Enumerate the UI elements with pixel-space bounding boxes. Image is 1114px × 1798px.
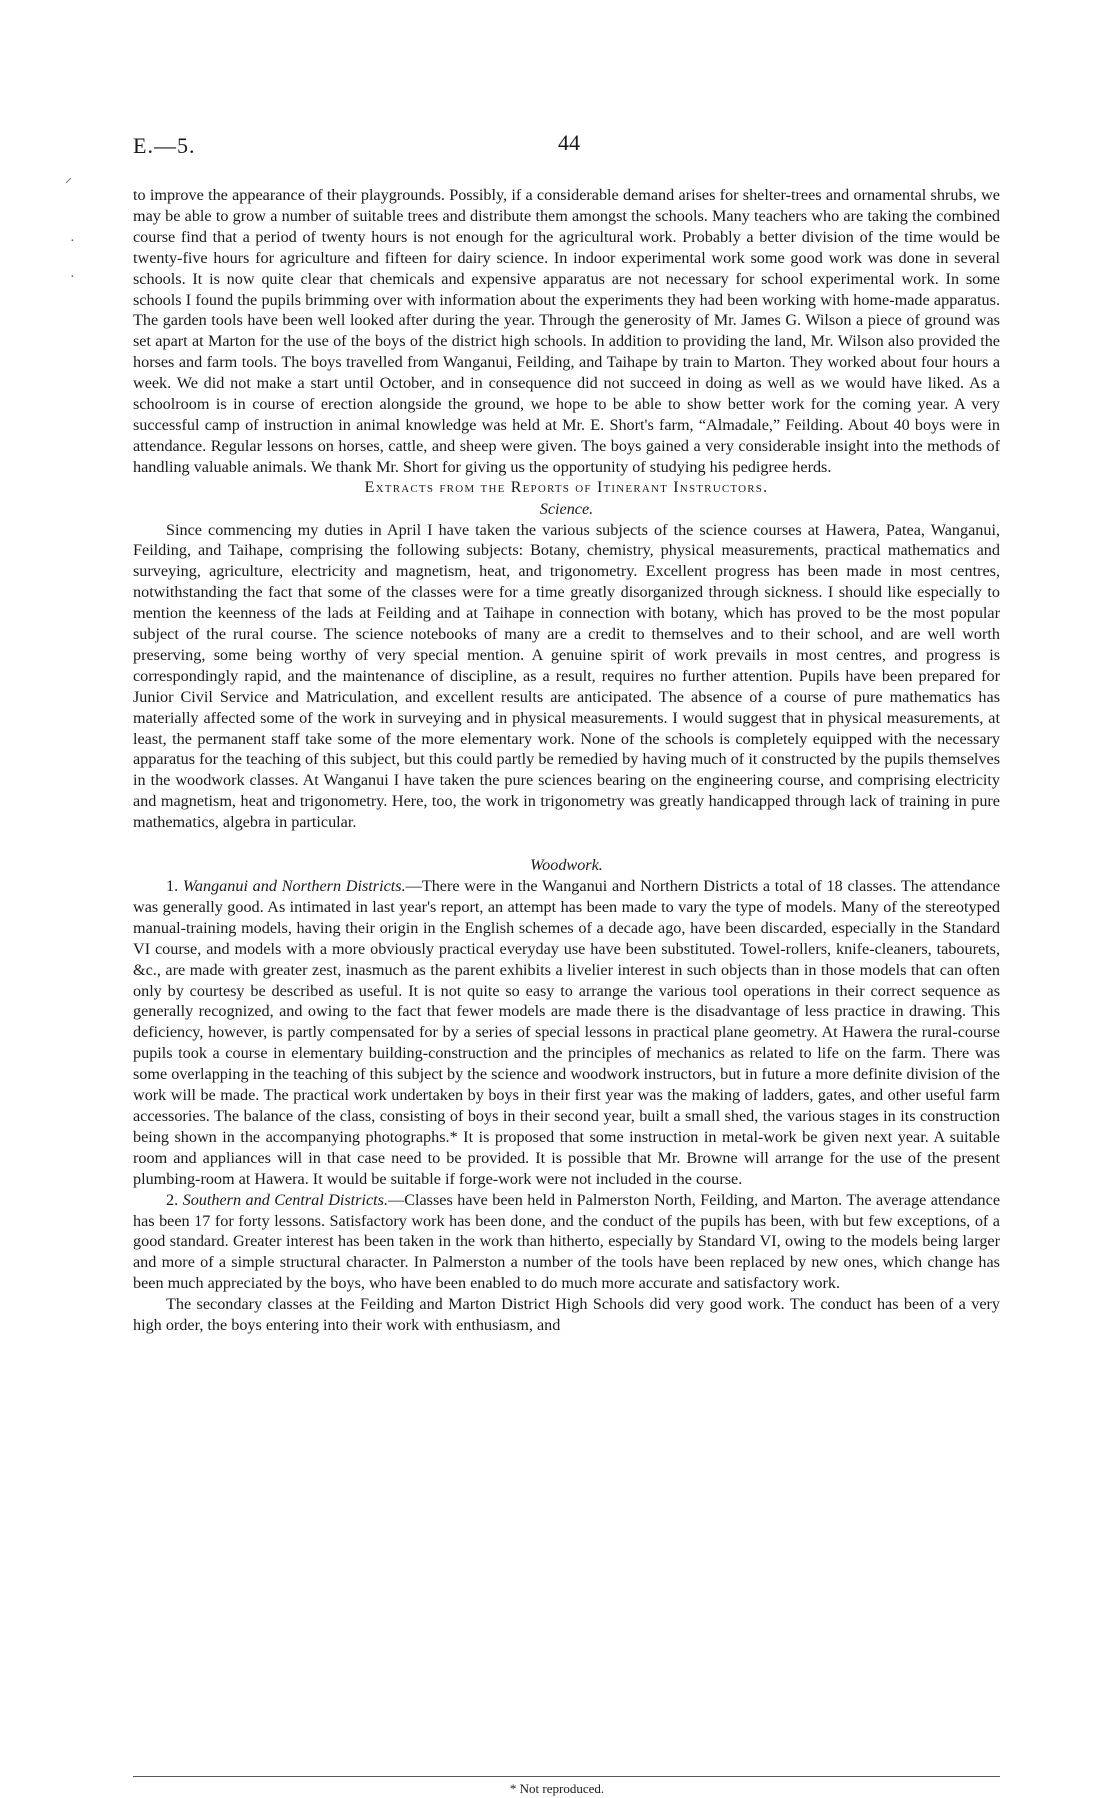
margin-mark: · <box>70 234 75 249</box>
margin-mark: ⸝ <box>65 171 72 186</box>
footnote-rule <box>133 1776 1000 1777</box>
intro-paragraph: to improve the appearance of their playgrounds. Possibly, if a considerable demand arises for shelter-trees and ornamental shrubs, we may be able to grow a number of suitable trees and distribute them amongst the schools. Many teachers who are taking the combined course find that a period of twenty hours is not enough for the agricultural work. Probably a better division of the time would be twenty-five hours for agriculture and fifteen for dairy science. In indoor experimental work some good work was done in several schools. It is now quite clear that chemicals and expensive apparatus are not necessary for school experimental work. In some schools I found the pupils brimming over with information about the experiments they had been working with home-made apparatus. The garden tools have been well looked after during the year. Through the generosity of Mr. James G. Wilson a piece of ground was set apart at Marton for the use of the boys of the district high schools. In addition to providing the land, Mr. Wilson also provided the horses and farm tools. The boys travelled from Wanganui, Feilding, and Taihape by train to Marton. They worked about four hours a week. We did not make a start until October, and in consequence did not succeed in doing as well as we would have liked. As a schoolroom is in course of erection alongside the ground, we hope to be able to show better work for the coming year. A very successful camp of instruction in animal knowledge was held at Mr. E. Short's farm, “Almadale,” Feilding. About 40 boys were in attendance. Regular lessons on horses, cattle, and sheep were given. The boys gained a very considerable insight into the methods of handling valuable animals. We thank Mr. Short for giving us the opportunity of studying his pedigree herds. <box>133 186 1000 476</box>
woodwork-heading: Woodwork. <box>530 856 603 875</box>
closing-paragraph: The secondary classes at the Feilding and Marton District High Schools did very good work. The conduct has been of a very high order, the boys entering into their work with enthusiasm, and <box>133 1295 1000 1335</box>
woodwork-section-2 <box>133 1190 1000 1295</box>
margin-mark: · <box>70 270 75 285</box>
section-1-text: —There were in the Wanganui and Northern Districts a total of 18 classes. The attendance was generally good. As intimated in last year's report, an attempt has been made to vary the type of models. Many of the stereotyped manual-training models, having their origin in the English schemes of a decade ago, have been discarded, especially in the Standard VI course, and models with a more obviously practical everyday use have been substituted. Towel-rollers, knife-cleaners, tabourets, &c., are made with greater zest, inasmuch as the parent exhibits a livelier interest in such objects than in those models that can often only by courtesy be described as useful. It is not quite so easy to arrange the various tool operations in their correct sequence as generally recognized, and owing to the fact that fewer models are made there is the disadvantage of less practice in drawing. This deficiency, however, is partly compensated for by a series of special lessons in practical plane geometry. At Hawera the rural-course pupils took a course in elementary building-construction and the principles of mechanics as related to life on the farm. There was some overlapping in the teaching of this subject by the science and woodwork instructors, but in future a more definite division of the work will be made. The practical work undertaken by boys in their first year was the making of ladders, gates, and other useful farm accessories. The balance of the class, consisting of boys in their second year, built a small shed, the various stages in its construction being shown in the accompanying photographs.* It is proposed that some instruction in metal-work be given next year. A suitable room and appliances will in that case need to be provided. It is possible that Mr. Browne will arrange for the use of the present plumbing-room at Hawera. It would be suitable if forge-work were not included in the course. <box>133 877 1001 1188</box>
series-label: E.—5. <box>133 133 196 158</box>
extracts-heading: Extracts from the Reports of Itinerant Instructors. <box>364 478 769 496</box>
science-paragraph: Since commencing my duties in April I have taken the various subjects of the science courses at Hawera, Patea, Wanganui, Feilding, and Taihape, comprising the following subjects: Botany, chemistry, physical measurements, practical mathematics and surveying, agriculture, electricity and magnetism, heat, and trigonometry. Excellent progress has been made in most centres, notwithstanding the fact that some of the classes were for a time greatly disorganized through sickness. I should like especially to mention the keenness of the lads at Feilding and at Taihape in connection with botany, which has proved to be the most popular subject of the rural course. The science notebooks of many are a credit to themselves and to their school, and are well worth preserving, some being worthy of very special mention. A genuine spirit of work prevails in most centres, and progress is correspondingly rapid, and the maintenance of discipline, as a result, requires no further attention. Pupils have been prepared for Junior Civil Service and Matriculation, and excellent results are anticipated. The absence of a course of pure mathematics has materially affected some of the work in surveying and in physical measurements. I would suggest that in physical measurements, at least, the permanent staff take some of the more elementary work. None of the schools is completely equipped with the necessary apparatus for the teaching of this subject, but this could partly be remedied by having much of it constructed by the pupils themselves in the woodwork classes. At Wanganui I have taken the pure sciences bearing on the engineering course, and comprising electricity and magnetism, heat and trigonometry. Here, too, the work in trigonometry was greatly handicapped through lack of training in pure mathematics, algebra in particular. <box>133 520 1000 832</box>
woodwork-section-1 <box>133 876 1000 1190</box>
science-heading: Science. <box>539 499 594 518</box>
footnote: * Not reproduced. <box>509 1781 605 1796</box>
section-2-title: Southern and Central Districts. <box>182 1190 389 1209</box>
page-number: 44 <box>558 130 580 155</box>
section-1-title: Wanganui and Northern Districts. <box>182 877 406 895</box>
body-text <box>133 185 1000 1336</box>
section-2-number: 2. <box>166 1190 179 1209</box>
section-2-text: —Classes have been held in Palmerston North, Feilding, and Marton. The average attendance has been 17 for forty lessons. Satisfactory work has been done, and the conduct of the pupils has been, with but few exceptions, of a good standard. Greater interest has been taken in the work than hitherto, especially by Standard VI, owing to the models being larger and more of a simple structural character. In Palmerston a number of the tools have been replaced by new ones, which change has been much appreciated by the boys, who have been enabled to do much more accurate and satisfactory work. <box>133 1190 1001 1293</box>
section-1-number: 1. <box>166 877 179 895</box>
